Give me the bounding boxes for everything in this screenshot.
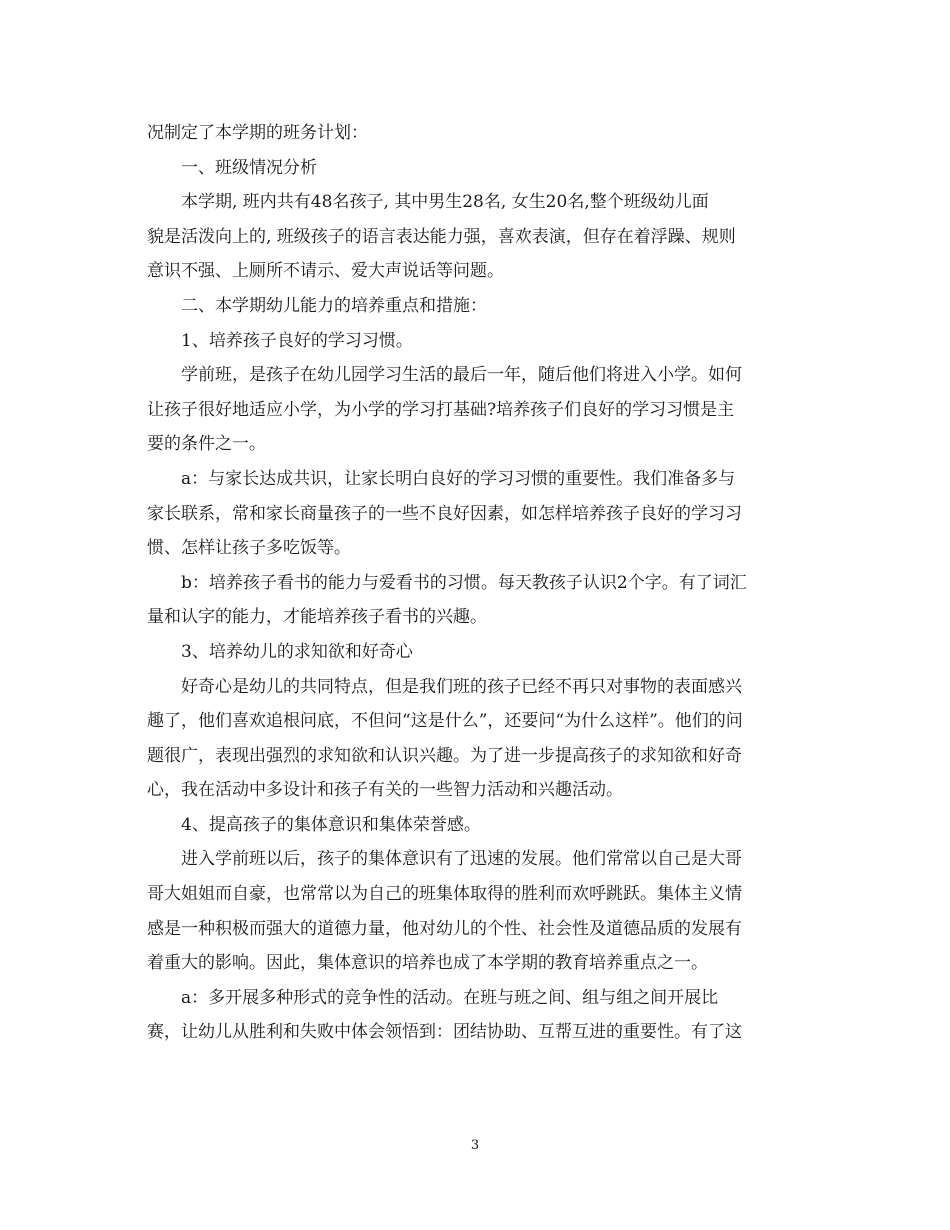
paragraph-item-a-parents: a：与家长达成共识，让家长明白良好的学习习惯的重要性。我们准备多与 家长联系，常和家长商量孩子的一些不良好因素，如怎样培养孩子良好的学习习 惯、怎样让孩子多吃饭等。 [147, 468, 742, 559]
document-body [147, 116, 807, 1050]
paragraph-collective-awareness: 进入学前班以后，孩子的集体意识有了迅速的发展。他们常常以自己是大哥 哥大姐姐而自豪，也常常以为自己的班集体取得的胜利而欢呼跳跃。集体主义情 感是一种积极而强大的道德力量，他对幼儿的个性、社会性及道德品质的发展有 着重大的影响。因此，集体意识的培养也成了本学期的教育培养重点之一。 [147, 849, 742, 974]
heading-class-analysis: 一、班级情况分析 [181, 157, 317, 178]
heading-study-habits: 1、培养孩子良好的学习习惯。 [181, 330, 413, 351]
paragraph-continuation: 况制定了本学期的班务计划： [147, 123, 368, 143]
page-number: 3 [470, 1138, 480, 1153]
paragraph-item-a-competitions: a：多开展多种形式的竞争性的活动。在班与班之间、组与组之间开展比 赛，让幼儿从胜利和失败中体会领悟到：团结协助、互帮互进的重要性。有了这 [147, 987, 742, 1043]
paragraph-curiosity: 好奇心是幼儿的共同特点，但是我们班的孩子已经不再只对事物的表面感兴 趣了，他们喜欢追根问底，不但问“这是什么”，还要问“为什么这样”。他们的问 题很广，表现出强烈的求知欲和认识兴趣。为了进一步提高孩子的求知欲和好奇 心，我在活动中多设计和孩子有关的一些智力活动和兴趣活动。 [147, 676, 743, 801]
heading-collective-awareness: 4、提高孩子的集体意识和集体荣誉感。 [181, 814, 481, 835]
paragraph-class-situation: 本学期, 班内共有48名孩子, 其中男生28名, 女生20名,整个班级幼儿面 貌是活泼向上的, 班级孩子的语言表达能力强，喜欢表演，但存在着浮躁、规则 意识不强、上厕所不请示、爱大声说话等问题。 [147, 192, 736, 282]
paragraph-preschool-class: 学前班，是孩子在幼儿园学习生活的最后一年，随后他们将进入小学。如何 让孩子很好地适应小学，为小学的学习打基础?培养孩子们良好的学习习惯是主 要的条件之一。 [147, 365, 742, 455]
paragraph-item-b-reading: b：培养孩子看书的能力与爱看书的习惯。每天教孩子认识2个字。有了词汇 量和认字的能力，才能培养孩子看书的兴趣。 [147, 572, 747, 628]
heading-curiosity: 3、培养幼儿的求知欲和好奇心 [181, 641, 413, 662]
heading-training-focus: 二、本学期幼儿能力的培养重点和措施： [181, 295, 487, 316]
